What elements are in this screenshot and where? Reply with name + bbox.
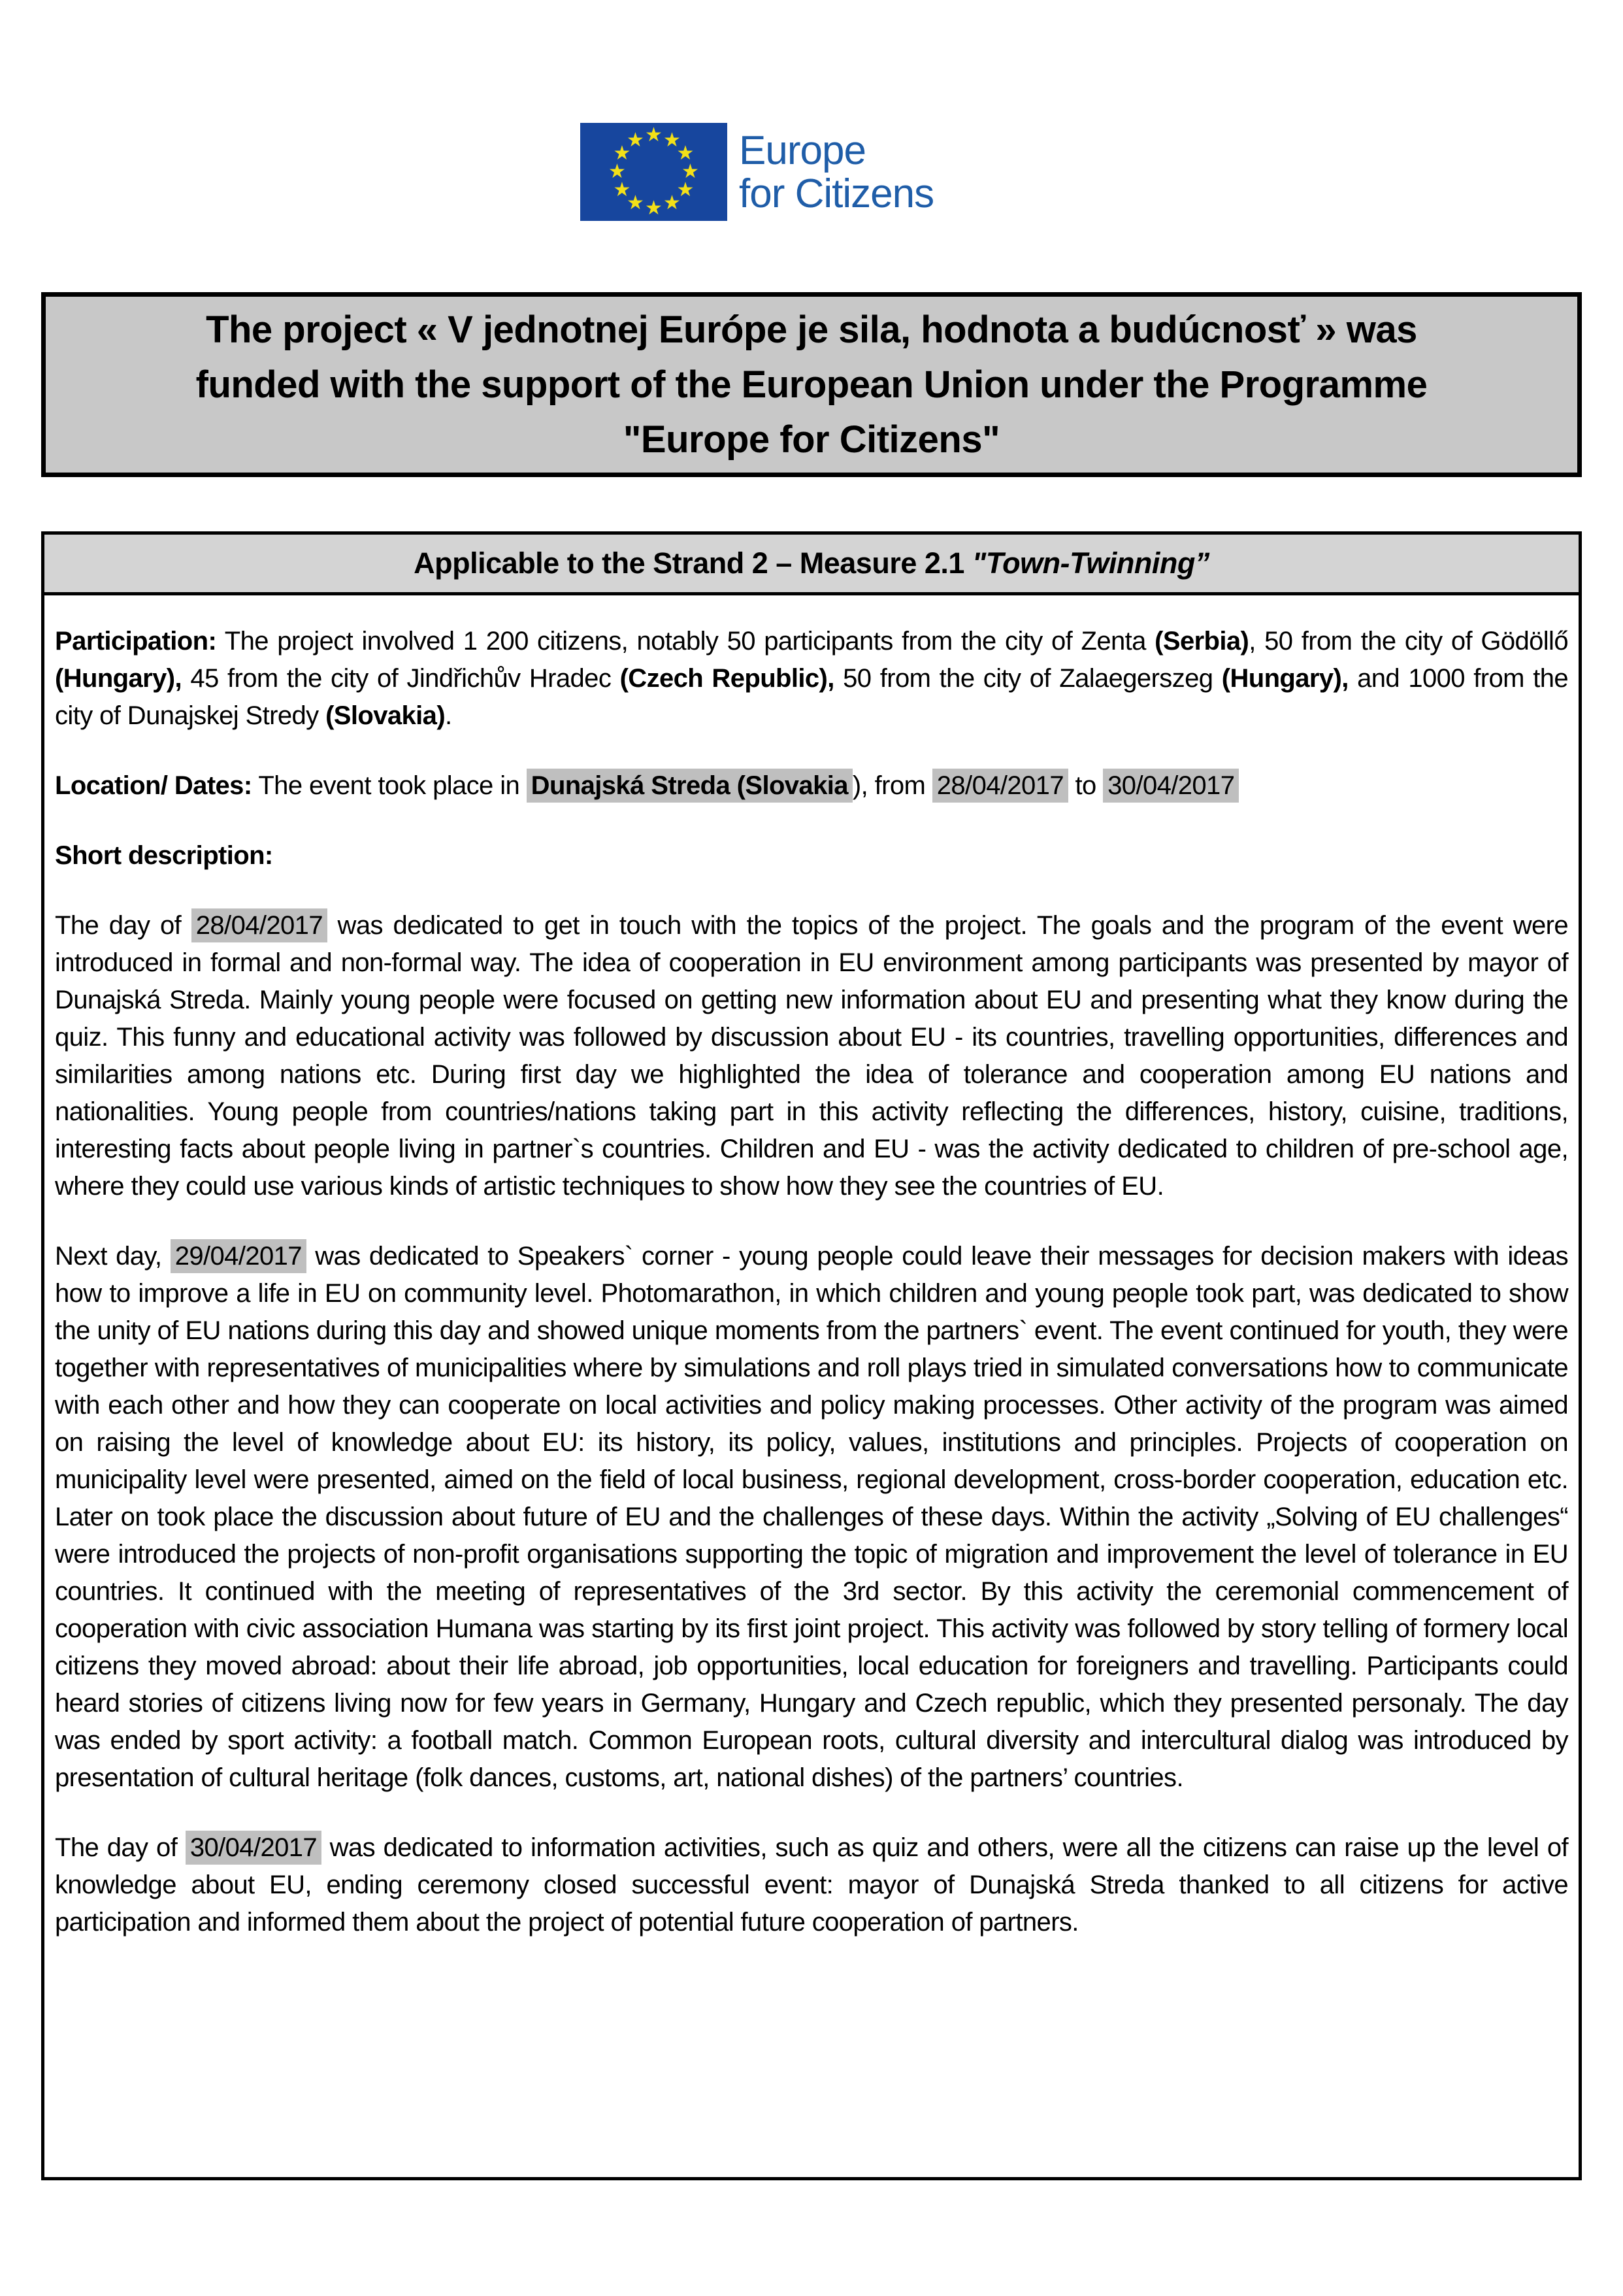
strand-header-prefix: Applicable to the Strand 2 – Measure 2.1 (414, 546, 972, 580)
eu-flag-icon (580, 123, 727, 221)
description-paragraph-day1 (55, 907, 1568, 1205)
highlighted-text: Dunajská Streda (Slovakia (527, 769, 853, 803)
participation-paragraph (55, 623, 1568, 735)
text-segment: Location/ Dates: (55, 771, 252, 800)
text-segment: The project involved 1 200 citizens, notably 50 participants from the city of Zenta (216, 627, 1155, 656)
eu-star-icon: ★ (676, 179, 695, 201)
text-segment: , 50 from the city of Gödöllő (1249, 627, 1568, 656)
text-segment: (Slovakia) (325, 701, 446, 730)
title-line: funded with the support of the European Union under the Programme (195, 363, 1428, 406)
highlighted-text: 28/04/2017 (932, 769, 1068, 803)
text-segment: was dedicated to get in touch with the topics of the project. The goals and the program of the event were introduced in formal and non-formal way. The idea of cooperation in EU environment among participants was presented by mayor of Dunajská Streda. Mainly young people were focused on getting new information about EU and presenting what they know during the quiz. This funny and educational activity was followed by discussion about EU - its countries, travelling opportunities, differences and similarities among nations etc. During first day we highlighted the idea of tolerance and cooperation among EU nations and nationalities. Young people from countries/nations taking part in this activity reflecting the differences, history, cuisine, traditions, interesting facts about people living in partner`s countries. Children and EU - was the activity dedicated to children of pre-school age, where they could use various kinds of artistic techniques to show how they see the countries of EU. (55, 911, 1568, 1201)
strand-header-measure-name: "Town-Twinning” (972, 546, 1209, 580)
eu-star-icon: ★ (663, 192, 681, 214)
eu-star-icon: ★ (627, 129, 644, 151)
text-segment: was dedicated to Speakers` corner - young people could leave their messages for decision makers with ideas how to improve a life in EU on community level. Photomarathon, in which children and young people took part, was dedicated to show the unity of EU nations during this day and showed unique moments from the partners` event. The event continued for youth, they were together with representatives of municipalities where by simulations and roll plays tried in simulated conversations how to communicate with each other and how they can cooperate on local activities and policy making processes. Other activity of the program was aimed on raising the level of knowledge about EU: its history, its policy, values, institutions and principles. Projects of cooperation on municipality level were presented, aimed on the field of local business, regional development, cross-border cooperation, education etc. Later on took place the discussion about future of EU and the challenges of these days. Within the activity „Solving of EU challenges“ were introduced the projects of non-profit organisations supporting the topic of migration and improvement the level of tolerance in EU countries. It continued with the meeting of representatives of the 3rd sector. By this activity the ceremonial commencement of cooperation with civic association Humana was starting by its first joint project. This activity was followed by story telling of formery local citizens they moved abroad: about their life abroad, job opportunities, local education for foreigners and travelling. Participants could heard stories of citizens living now for few years in Germany, Hungary and Czech republic, which they presented personaly. The day was ended by sport activity: a football match. Common European roots, cultural diversity and intercultural dialog was introduced by presentation of cultural heritage (folk dances, customs, art, national dishes) of the partners’ countries. (55, 1242, 1568, 1792)
logo-text-line-1: Europe (739, 128, 866, 173)
eu-star-icon: ★ (613, 179, 631, 201)
text-segment: . (445, 701, 452, 730)
strand-header (44, 535, 1579, 595)
text-segment: (Hungary), (55, 664, 182, 693)
logo-text (739, 123, 934, 216)
eu-star-icon: ★ (676, 142, 695, 164)
description-paragraph-day2 (55, 1238, 1568, 1797)
text-segment: and 1000 from the city of Dunajskej Stredy (55, 664, 1569, 730)
text-segment: was dedicated to information activities, such as quiz and others, were all the citizens can raise up the level of knowledge about EU, ending ceremony closed successful event: mayor of Dunajská Streda thanked to all citizens for active participation and informed them about the project of potential future cooperation of partners. (55, 1833, 1568, 1937)
highlighted-text: 29/04/2017 (171, 1239, 306, 1273)
eu-star-icon: ★ (645, 197, 663, 219)
text-segment: (Serbia) (1155, 627, 1249, 656)
text-segment: The event took place in (252, 771, 527, 800)
text-segment: The day of (55, 1833, 186, 1862)
short-description-label: Short description: (55, 841, 273, 870)
eu-star-icon: ★ (681, 161, 699, 182)
strand-header-text (414, 546, 1209, 580)
eu-star-icon: ★ (663, 129, 681, 151)
eu-star-icon: ★ (613, 142, 631, 164)
europe-for-citizens-logo (580, 123, 934, 221)
logo-text-line-2: for Citizens (739, 171, 934, 216)
text-segment: ), from (852, 771, 932, 800)
text-segment: (Hungary), (1221, 664, 1349, 693)
text-segment: Participation: (55, 627, 217, 656)
eu-star-icon: ★ (627, 192, 644, 214)
text-segment: (Czech Republic), (619, 664, 834, 693)
title-line: "Europe for Citizens" (623, 418, 1000, 461)
location-dates-paragraph (55, 767, 1568, 805)
eu-star-icon: ★ (645, 124, 663, 146)
document-body-cell (44, 595, 1579, 2177)
text-segment: 50 from the city of Zalaegerszeg (834, 664, 1222, 693)
text-segment: 45 from the city of Jindřichův Hradec (182, 664, 620, 693)
text-segment: The day of (55, 911, 191, 940)
project-description-table (41, 531, 1582, 2180)
description-paragraph-day3 (55, 1829, 1568, 1941)
title-line: The project « V jednotnej Európe je sila, hodnota a budúcnosť » was (206, 308, 1417, 351)
highlighted-text: 30/04/2017 (1103, 769, 1239, 803)
text-segment: to (1068, 771, 1104, 800)
project-title-box (41, 292, 1582, 477)
eu-star-icon: ★ (608, 161, 626, 182)
text-segment: Next day, (55, 1242, 171, 1271)
highlighted-text: 30/04/2017 (186, 1831, 321, 1865)
highlighted-text: 28/04/2017 (191, 908, 327, 942)
